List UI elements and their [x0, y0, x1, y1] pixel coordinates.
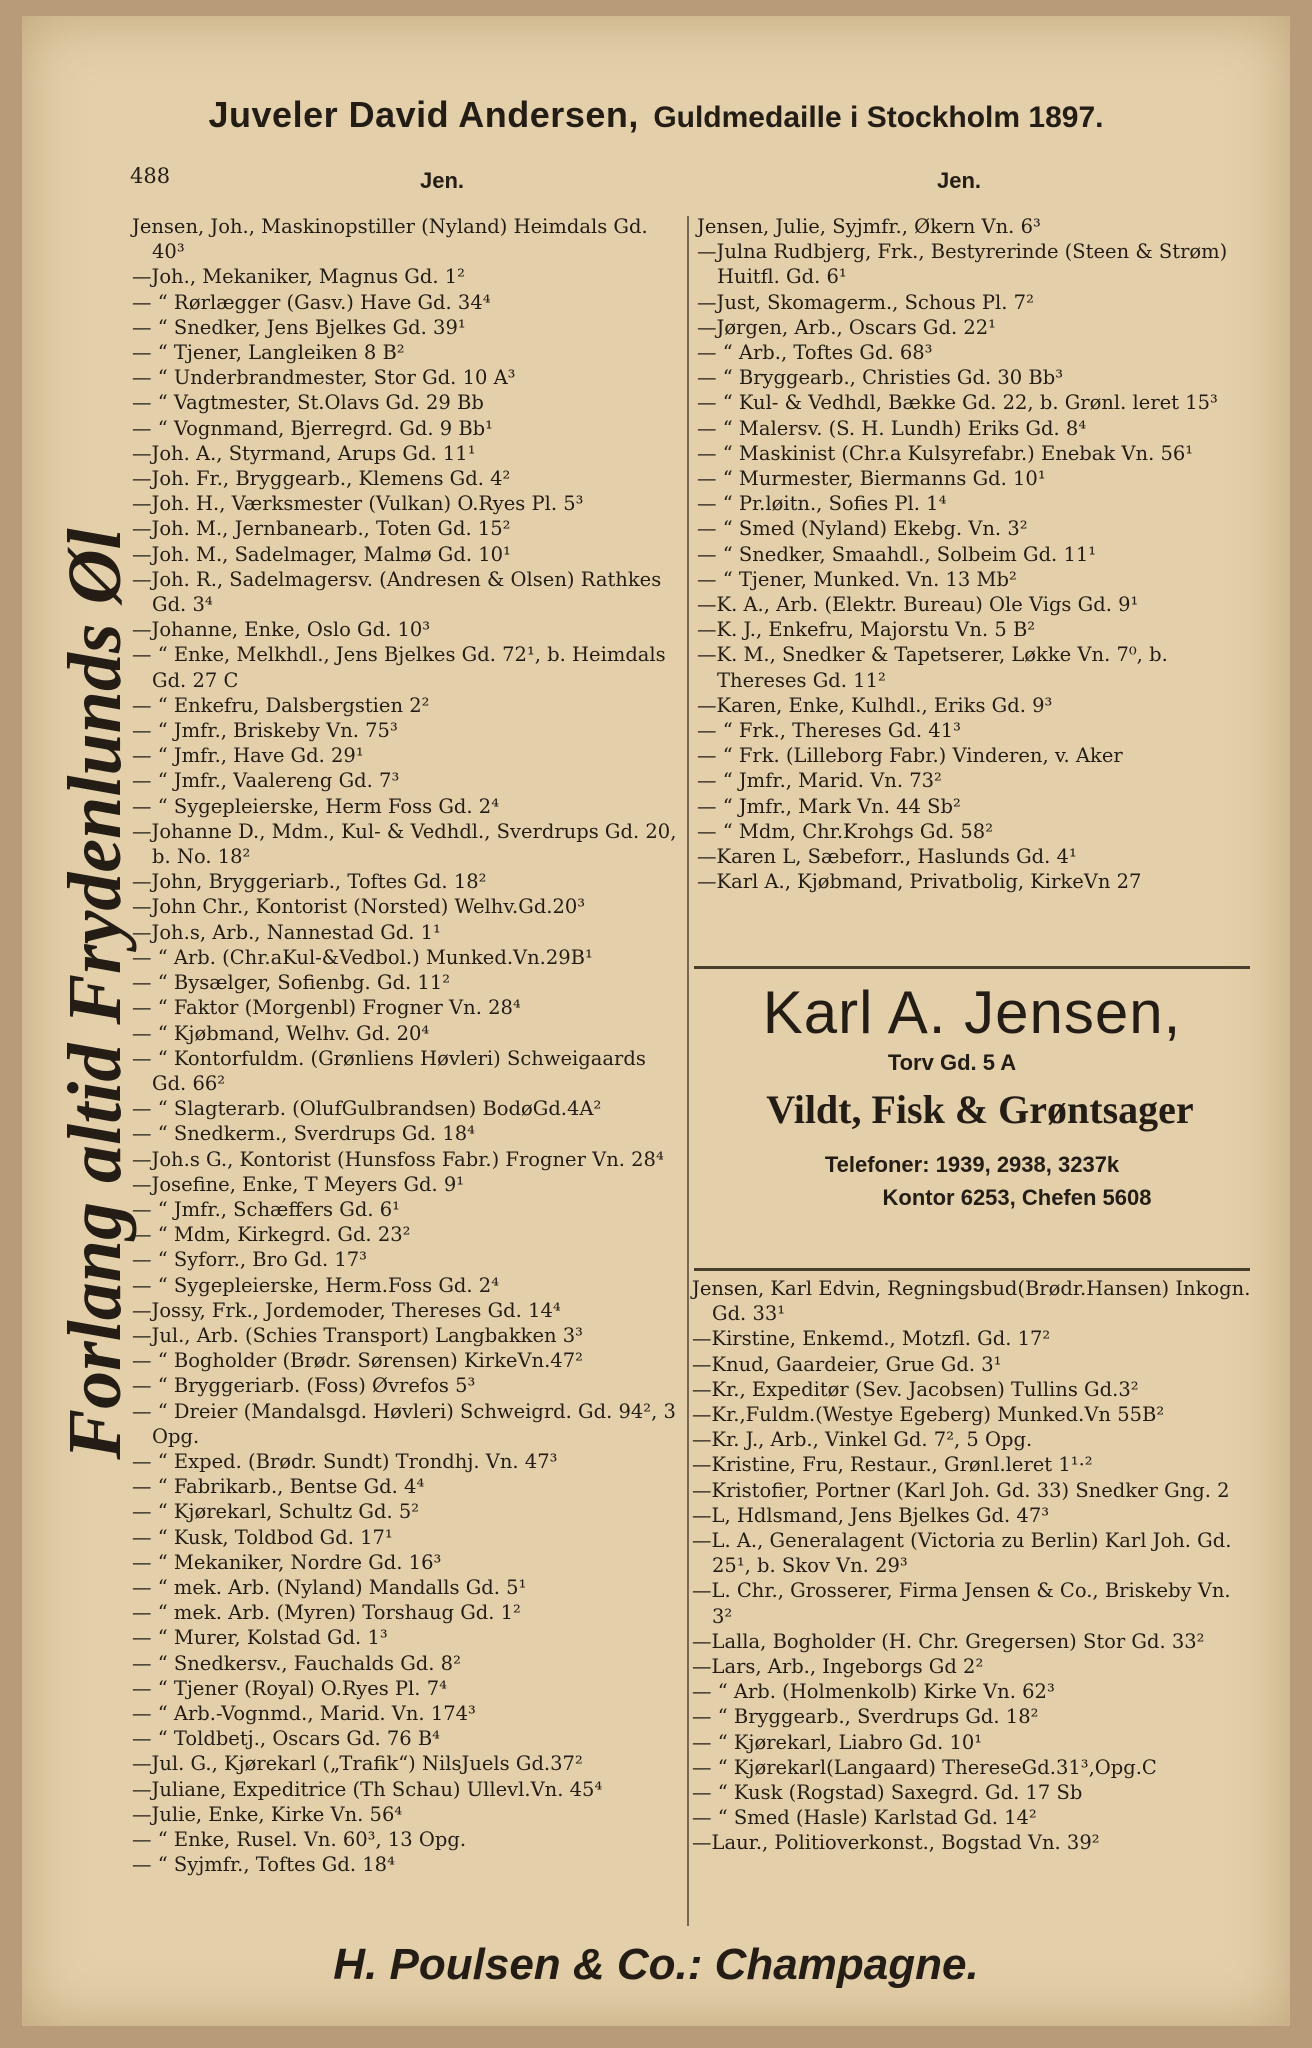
jensen-ad-name: Karl A. Jensen,	[762, 979, 1182, 1046]
directory-entry: —Laur., Politioverkonst., Bogstad Vn. 39²	[692, 1831, 1100, 1855]
directory-entry: — “ Jmfr., Schæffers Gd. 6¹	[132, 1197, 400, 1221]
directory-entry: —Kirstine, Enkemd., Motzfl. Gd. 17²	[692, 1327, 1051, 1351]
directory-entry: Jensen, Karl Edvin, Regningsbud(Brødr.Hansen) Inkogn. Gd. 33¹	[692, 1277, 1251, 1326]
directory-entry: — “ Jmfr., Mark Vn. 44 Sb²	[697, 794, 961, 818]
directory-entry: —Joh. M., Sadelmager, Malmø Gd. 10¹	[132, 542, 511, 566]
right-column-entries-top	[697, 214, 1257, 894]
directory-entry: — “ Bryggearb., Sverdrups Gd. 18²	[692, 1705, 1039, 1729]
directory-entry: — “ Arb. (Chr.aKul-&Vedbol.) Munked.Vn.29B¹	[132, 945, 593, 969]
directory-entry: — “ Kjørekarl, Schultz Gd. 5²	[132, 1500, 420, 1524]
directory-entry: Jensen, Joh., Maskinopstiller (Nyland) Heimdals Gd. 40³	[132, 215, 648, 264]
directory-entry: — “ Murer, Kolstad Gd. 1³	[132, 1626, 388, 1650]
directory-entry: — “ Kusk, Toldbod Gd. 17¹	[132, 1525, 393, 1549]
directory-entry: — “ Sygepleierske, Herm Foss Gd. 2⁴	[132, 794, 500, 818]
running-head-right: Jen.	[937, 168, 982, 193]
side-advertisement: Forlang altid Frydenlunds Øl	[53, 528, 137, 1460]
directory-entry: — “ Kusk (Rogstad) Saxegrd. Gd. 17 Sb	[692, 1781, 1083, 1805]
directory-entry: —Julie, Enke, Kirke Vn. 56⁴	[132, 1802, 403, 1826]
directory-entry: —Kr.,Fuldm.(Westye Egeberg) Munked.Vn 55B²	[692, 1403, 1165, 1427]
page-number: 488	[130, 164, 171, 188]
directory-entry: —Joh. A., Styrmand, Arups Gd. 11¹	[132, 441, 476, 465]
directory-entry: — “ Bysælger, Sofienbg. Gd. 11²	[132, 971, 451, 995]
directory-entry: —Jul. G., Kjørekarl („Trafik“) NilsJuels Gd.37²	[132, 1752, 583, 1776]
directory-entry: —Joh. R., Sadelmagersv. (Andresen & Olsen) Rathkes Gd. 3⁴	[132, 567, 662, 617]
directory-entry: —L, Hdlsmand, Jens Bjelkes Gd. 47³	[692, 1503, 1050, 1527]
directory-entry: — “ Bryggeriarb. (Foss) Øvrefos 5³	[132, 1374, 476, 1398]
directory-entry: — “ Rørlægger (Gasv.) Have Gd. 34⁴	[132, 290, 491, 314]
karl-jensen-advertisement	[694, 976, 1250, 1213]
directory-entry: — “ Jmfr., Vaalereng Gd. 7³	[132, 769, 400, 793]
directory-entry: — “ Snedker, Smaahdl., Solbeim Gd. 11¹	[697, 542, 1097, 566]
directory-entry: —Karen L, Sæbeforr., Haslunds Gd. 4¹	[697, 845, 1077, 869]
directory-entry: —K. J., Enkefru, Majorstu Vn. 5 B²	[697, 618, 1036, 642]
directory-entry: —K. M., Snedker & Tapetserer, Løkke Vn. 7⁰, b. Thereses Gd. 11²	[697, 643, 1168, 692]
directory-entry: —Kristine, Fru, Restaur., Grønl.leret 1¹·²	[692, 1453, 1093, 1477]
directory-entry: —Karen, Enke, Kulhdl., Eriks Gd. 9³	[697, 693, 1053, 717]
directory-entry: —Jørgen, Arb., Oscars Gd. 22¹	[697, 315, 996, 339]
directory-entry: — “ Frk. (Lilleborg Fabr.) Vinderen, v. Aker	[697, 744, 1123, 768]
directory-entry: — “ Jmfr., Marid. Vn. 73²	[697, 769, 942, 793]
directory-entry: — “ Enke, Melkhdl., Jens Bjelkes Gd. 72¹, b. Heimdals Gd. 27 C	[132, 643, 666, 692]
directory-entry: — “ Bogholder (Brødr. Sørensen) KirkeVn.47²	[132, 1349, 583, 1373]
directory-entry: — “ Bryggearb., Christies Gd. 30 Bb³	[697, 366, 1064, 390]
directory-entry: — “ Smed (Nyland) Ekebg. Vn. 3²	[697, 517, 1028, 541]
directory-entry: — “ Tjener, Munked. Vn. 13 Mb²	[697, 567, 1017, 591]
directory-entry: —Lalla, Bogholder (H. Chr. Gregersen) Stor Gd. 33²	[692, 1629, 1205, 1653]
ad-top-rule	[694, 966, 1250, 969]
directory-entry: Jensen, Julie, Syjmfr., Økern Vn. 6³	[697, 215, 1041, 238]
directory-entry: — “ Enke, Rusel. Vn. 60³, 13 Opg.	[132, 1828, 467, 1851]
jensen-ad-phones: Telefoner: 1939, 2938, 3237k	[824, 1152, 1120, 1177]
directory-entry: — “ Snedker, Jens Bjelkes Gd. 39¹	[132, 315, 466, 339]
directory-entry: — “ mek. Arb. (Myren) Torshaug Gd. 1²	[132, 1601, 521, 1625]
jensen-ad-slogan: Vildt, Fisk & Grøntsager	[766, 1087, 1194, 1132]
directory-entry: — “ Arb.-Vognmd., Marid. Vn. 174³	[132, 1701, 476, 1725]
directory-entry: —Kristofier, Portner (Karl Joh. Gd. 33) Snedker Gng. 2	[692, 1478, 1230, 1502]
directory-entry: — “ Kjørekarl, Liabro Gd. 10¹	[692, 1730, 983, 1754]
directory-entry: — “ Vognmand, Bjerregrd. Gd. 9 Bb¹	[132, 416, 493, 440]
right-column-entries-bottom	[692, 1276, 1257, 1856]
directory-entry: — “ Syjmfr., Toftes Gd. 18⁴	[132, 1853, 395, 1877]
directory-entry: —Joh. Fr., Bryggearb., Klemens Gd. 4²	[132, 467, 511, 491]
left-column-entries	[132, 214, 680, 1877]
directory-entry: — “ Arb. (Holmenkolb) Kirke Vn. 62³	[692, 1680, 1055, 1704]
directory-entry: — “ Mdm, Kirkegrd. Gd. 23²	[132, 1223, 411, 1247]
directory-entry: — “ Mdm, Chr.Krohgs Gd. 58²	[697, 819, 994, 843]
directory-entry: —Joh.s, Arb., Nannestad Gd. 1¹	[132, 920, 441, 944]
directory-entry: — “ Toldbetj., Oscars Gd. 76 B⁴	[132, 1727, 441, 1751]
directory-entry: — “ Sygepleierske, Herm.Foss Gd. 2⁴	[132, 1273, 500, 1297]
directory-entry: — “ Mekaniker, Nordre Gd. 16³	[132, 1550, 442, 1574]
directory-entry: — “ Slagterarb. (OlufGulbrandsen) BodøGd.4A²	[132, 1097, 602, 1121]
directory-entry: — “ Faktor (Morgenbl) Frogner Vn. 28⁴	[132, 996, 521, 1020]
directory-entry: — “ Fabrikarb., Bentse Gd. 4⁴	[132, 1475, 425, 1499]
directory-entry: — “ Dreier (Mandalsgd. Høvleri) Schweigrd. Gd. 94², 3 Opg.	[132, 1399, 676, 1448]
directory-entry: — “ Kul- & Vedhdl, Bække Gd. 22, b. Grønl. leret 15³	[697, 391, 1218, 415]
directory-entry: —K. A., Arb. (Elektr. Bureau) Ole Vigs Gd. 9¹	[697, 593, 1139, 617]
directory-entry: —Joh., Mekaniker, Magnus Gd. 1²	[132, 265, 465, 289]
directory-entry: — “ Malersv. (S. H. Lundh) Eriks Gd. 8⁴	[697, 416, 1087, 440]
header-advertisement	[22, 94, 1290, 136]
directory-entry: — “ Underbrandmester, Stor Gd. 10 A³	[132, 366, 516, 390]
directory-entry: —Lars, Arb., Ingeborgs Gd 2²	[692, 1655, 984, 1679]
directory-page	[22, 16, 1290, 2026]
jensen-ad-address: Torv Gd. 5 A	[887, 1050, 1017, 1075]
directory-entry: — “ Maskinist (Chr.a Kulsyrefabr.) Enebak Vn. 56¹	[697, 441, 1194, 465]
directory-entry: — “ Exped. (Brødr. Sundt) Trondhj. Vn. 47³	[132, 1449, 558, 1473]
directory-entry: —Johanne D., Mdm., Kul- & Vedhdl., Sverdrups Gd. 20, b. No. 18²	[132, 819, 677, 869]
directory-entry: — “ Murmester, Biermanns Gd. 10¹	[697, 467, 1046, 491]
directory-entry: —Joh. H., Værksmester (Vulkan) O.Ryes Pl. 5³	[132, 492, 584, 516]
directory-entry: —L. A., Generalagent (Victoria zu Berlin) Karl Joh. Gd. 25¹, b. Skov Vn. 29³	[692, 1529, 1232, 1578]
jensen-ad-office: Kontor 6253, Chefen 5608	[882, 1185, 1152, 1210]
directory-entry: — “ Frk., Thereses Gd. 41³	[697, 719, 961, 743]
directory-entry: — “ Vagtmester, St.Olavs Gd. 29 Bb	[132, 391, 484, 415]
directory-entry: — “ Jmfr., Have Gd. 29¹	[132, 744, 364, 768]
directory-entry: — “ Syforr., Bro Gd. 17³	[132, 1248, 367, 1272]
directory-entry: — “ Kjøbmand, Welhv. Gd. 20⁴	[132, 1021, 430, 1045]
directory-entry: — “ Kontorfuldm. (Grønliens Høvleri) Schweigaards Gd. 66²	[132, 1046, 646, 1095]
directory-entry: —Kr. J., Arb., Vinkel Gd. 7², 5 Opg.	[692, 1428, 1033, 1452]
directory-entry: — “ Pr.løitn., Sofies Pl. 1⁴	[697, 492, 947, 516]
directory-entry: —Kr., Expeditør (Sev. Jacobsen) Tullins Gd.3²	[692, 1377, 1139, 1401]
directory-entry: —Jossy, Frk., Jordemoder, Thereses Gd. 14⁴	[132, 1298, 561, 1322]
directory-entry: — “ Arb., Toftes Gd. 68³	[697, 341, 933, 365]
directory-entry: — “ Snedkerm., Sverdrups Gd. 18⁴	[132, 1122, 475, 1146]
footer-advertisement: H. Poulsen & Co.: Champagne.	[333, 1940, 979, 1989]
directory-entry: —Josefine, Enke, T Meyers Gd. 9¹	[132, 1172, 465, 1196]
directory-entry: —Knud, Gaardeier, Grue Gd. 3¹	[692, 1352, 1002, 1376]
directory-entry: —Johanne, Enke, Oslo Gd. 10³	[132, 618, 431, 642]
running-head-left: Jen.	[420, 168, 465, 193]
directory-entry: —John Chr., Kontorist (Norsted) Welhv.Gd.20³	[132, 895, 586, 919]
directory-entry: —Jul., Arb. (Schies Transport) Langbakken 3³	[132, 1323, 584, 1347]
directory-entry: —L. Chr., Grosserer, Firma Jensen & Co., Briskeby Vn. 3²	[692, 1579, 1231, 1628]
directory-entry: —Just, Skomagerm., Schous Pl. 7²	[697, 290, 1034, 314]
header-ad-medal: Guldmedaille i Stockholm 1897.	[653, 101, 1104, 134]
directory-entry: — “ Tjener (Royal) O.Ryes Pl. 7⁴	[132, 1676, 447, 1700]
directory-entry: — “ Snedkersv., Fauchalds Gd. 8²	[132, 1651, 461, 1675]
directory-entry: — “ Jmfr., Briskeby Vn. 75³	[132, 719, 398, 743]
header-ad-name: Juveler David Andersen,	[208, 94, 639, 135]
directory-entry: —Julna Rudbjerg, Frk., Bestyrerinde (Steen & Strøm) Huitfl. Gd. 6¹	[697, 240, 1228, 289]
directory-entry: — “ mek. Arb. (Nyland) Mandalls Gd. 5¹	[132, 1575, 527, 1599]
directory-entry: —Juliane, Expeditrice (Th Schau) Ullevl.Vn. 45⁴	[132, 1777, 603, 1801]
directory-entry: — “ Tjener, Langleiken 8 B²	[132, 341, 405, 365]
directory-entry: — “ Kjørekarl(Langaard) ThereseGd.31³,Opg.C	[692, 1755, 1157, 1779]
directory-entry: — “ Enkefru, Dalsbergstien 2²	[132, 693, 430, 717]
directory-entry: — “ Smed (Hasle) Karlstad Gd. 14²	[692, 1806, 1037, 1830]
directory-entry: —Joh.s G., Kontorist (Hunsfoss Fabr.) Frogner Vn. 28⁴	[132, 1147, 664, 1171]
ad-bottom-rule	[694, 1268, 1250, 1271]
directory-entry: —Karl A., Kjøbmand, Privatbolig, KirkeVn 27	[697, 870, 1142, 894]
directory-entry: —Joh. M., Jernbanearb., Toten Gd. 15²	[132, 517, 511, 541]
directory-entry: —John, Bryggeriarb., Toftes Gd. 18²	[132, 870, 487, 894]
